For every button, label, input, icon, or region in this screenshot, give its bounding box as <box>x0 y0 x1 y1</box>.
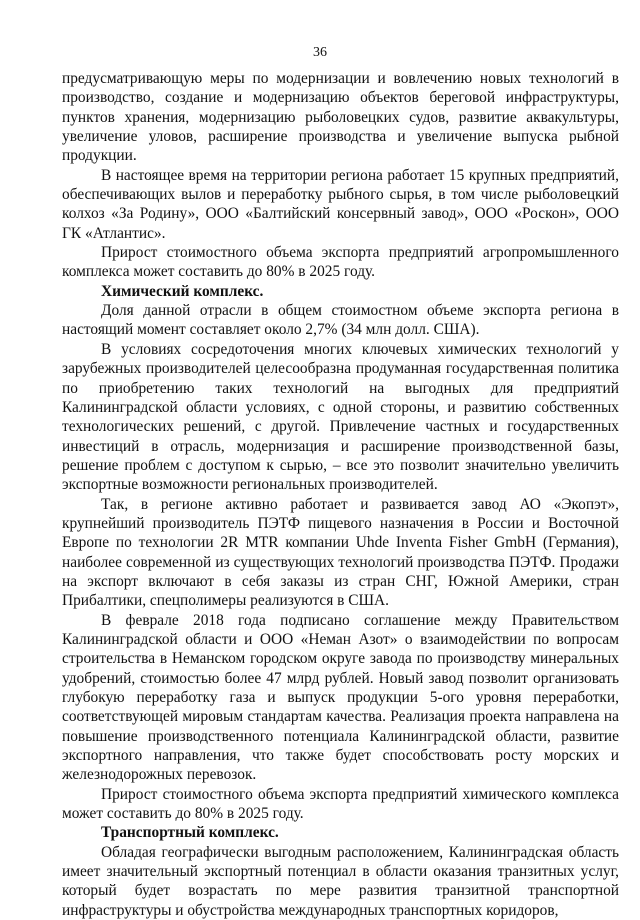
section-heading: Транспортный комплекс. <box>101 824 279 842</box>
paragraph: Прирост стоимостного объема экспорта предприятий химического комплекса может составить до 80% в 2025 году. <box>62 785 619 823</box>
section-heading: Химический комплекс. <box>101 282 264 300</box>
paragraph: В феврале 2018 года подписано соглашение между Правительством Калининградской области и ООО «Неман Азот» о взаимодействии по вопросам строительства в Неманском городском округе завода по производству минеральных удобрений, стоимостью более 47 млрд рублей. Новый завод позволит организовать глубокую переработку газа и выпуск продукции 5-ого уровня переработки, соответствующей мировым стандартам качества. Реализация проекта направлена на повышение производственного потенциала Калининградской области, развитие экспортного направления, что также будет способствовать росту морских и железнодорожных перевозок. <box>62 611 619 784</box>
paragraph: В настоящее время на территории региона работает 15 крупных предприятий, обеспечивающих вылов и переработку рыбного сырья, в том числе рыболовецкий колхоз «За Родину», ООО «Балтийский консервный завод», ООО «Роскон», ООО ГК «Атлантис». <box>62 166 619 242</box>
paragraph: Прирост стоимостного объема экспорта предприятий агропромышленного комплекса может составить до 80% в 2025 году. <box>62 244 619 281</box>
paragraph: Доля данной отрасли в общем стоимостном объеме экспорта региона в настоящий момент составляет около 2,7% (34 млн долл. США). <box>62 302 619 339</box>
paragraph: Обладая географически выгодным расположением, Калининградская область имеет значительный экспортный потенциал в области оказания транзитных услуг, который будет возрастать по мере развития транзитной транспортной инфраструктуры и обустройства международных транспортных коридоров, <box>62 843 619 919</box>
paragraph: предусматривающую меры по модернизации и вовлечению новых технологий в производство, создание и модернизацию объектов береговой инфраструктуры, пунктов хранения, модернизацию рыболовецких судов, развитие аквакультуры, увеличение уловов, расширение производства и увеличение выпуска рыбной продукции. <box>62 70 619 165</box>
paragraph: Так, в регионе активно работает и развивается завод АО «Экопэт», крупнейший производитель ПЭТФ пищевого назначения в России и Восточной Европе по технологии 2R MTR компании Uhde Inventa Fisher GmbH (Германия), наиболее современной из существующих технологий производства ПЭТФ. Продажи на экспорт включают в себя заказы из стран СНГ, Южной Америки, стран Прибалтики, спецполимеры реализуются в США. <box>62 495 619 610</box>
document-body <box>62 69 619 920</box>
page-number: 36 <box>313 45 327 60</box>
paragraph: В условиях сосредоточения многих ключевых химических технологий у зарубежных производителей целесообразна продуманная государственная политика по приобретению таких технологий на выгодных для предприятий Калининградской области условиях, с одной стороны, и развитию собственных технологических решений, с другой. Привлечение частных и государственных инвестиций в отрасль, модернизация и расширение производственной базы, решение проблем с доступом к сырью, – все это позволит значительно увеличить экспортные возможности региональных производителей. <box>62 340 619 494</box>
